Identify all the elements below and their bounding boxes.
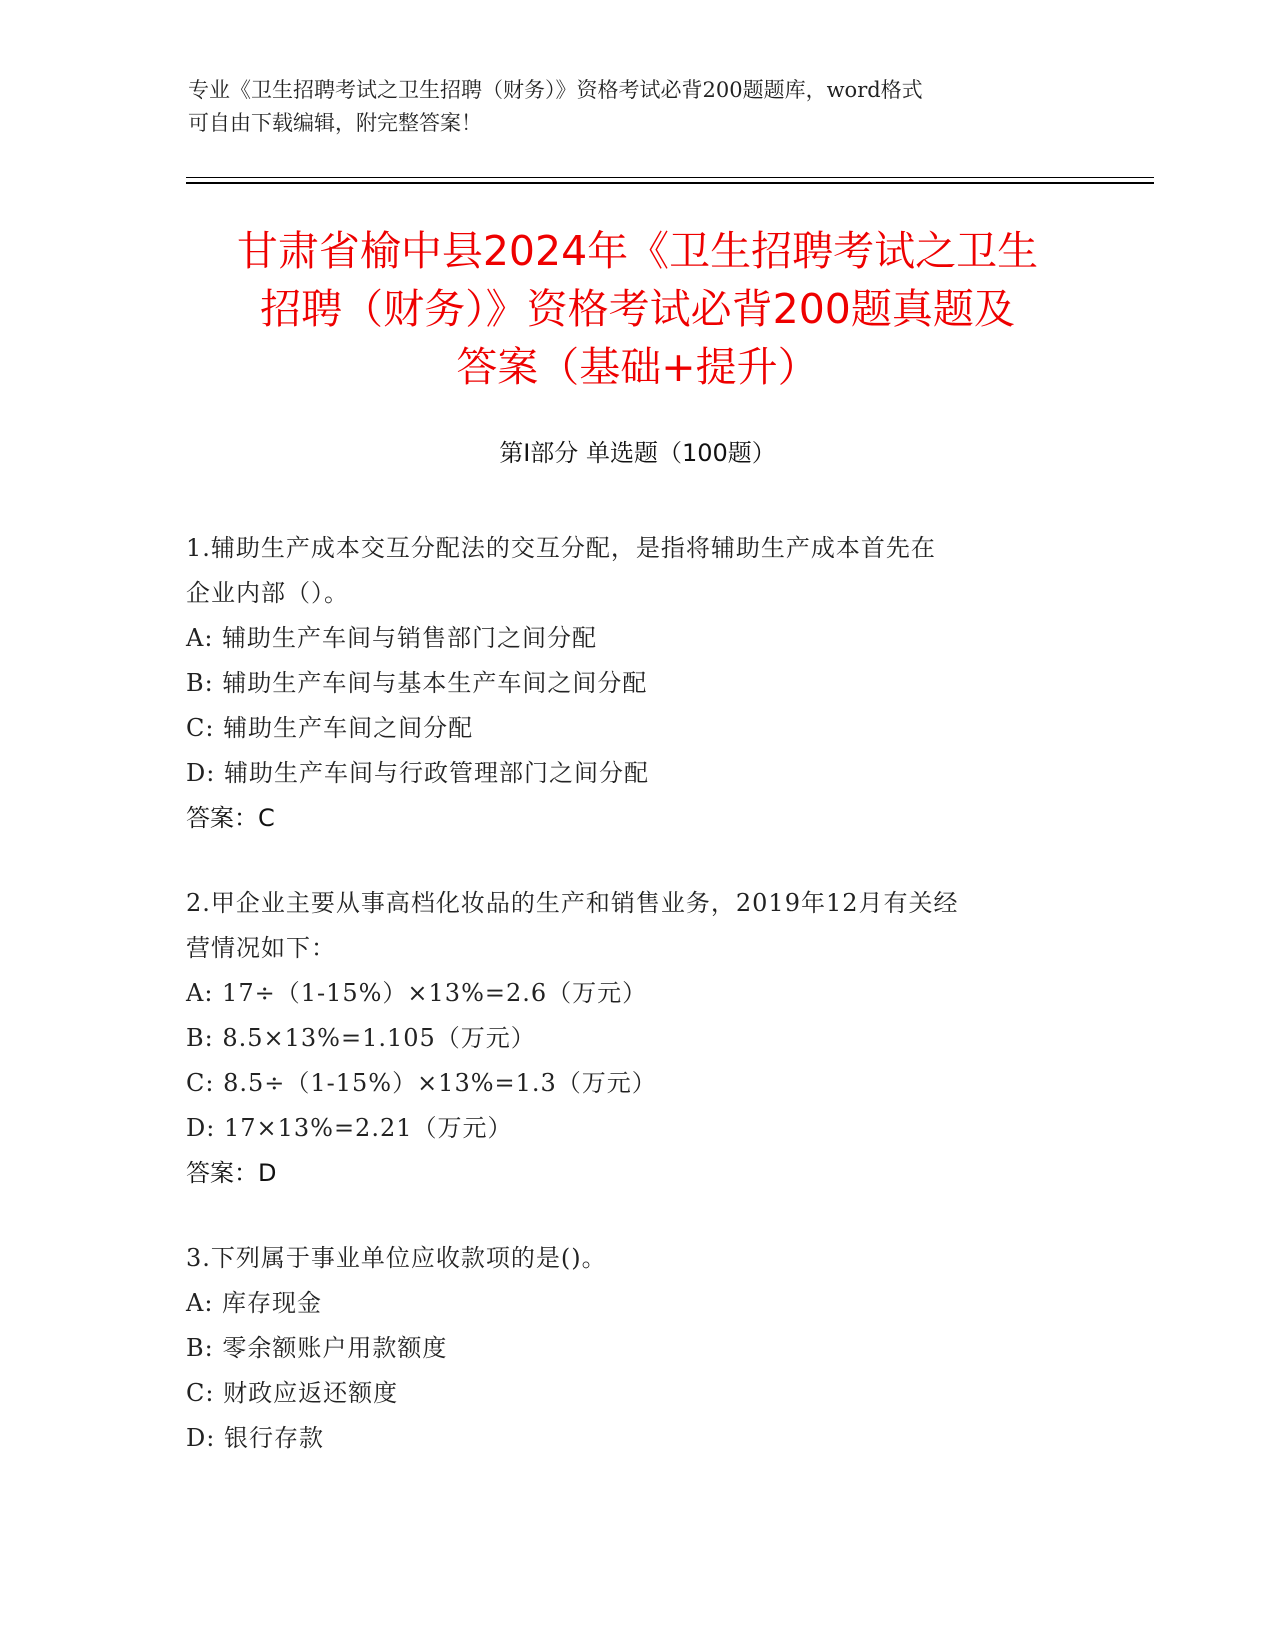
option-d: D: 辅助生产车间与行政管理部门之间分配 — [186, 759, 649, 787]
option-a: A: 17÷（1-15%）×13%=2.6（万元） — [186, 979, 648, 1007]
question-2 — [186, 881, 1086, 1196]
question-stem-continued: 企业内部（）。 — [186, 579, 349, 607]
header-note-line-2: 可自由下载编辑，附完整答案！ — [188, 111, 482, 135]
header-divider-thin — [186, 177, 1154, 178]
document-title — [150, 222, 1125, 396]
question-1 — [186, 526, 1086, 841]
option-a: A: 库存现金 — [186, 1289, 323, 1317]
answer: 答案：C — [186, 804, 275, 832]
title-line-3: 答案（基础+提升） — [456, 343, 819, 391]
title-line-2: 招聘（财务）》资格考试必背200题真题及 — [260, 285, 1015, 333]
option-b: B: 零余额账户用款额度 — [186, 1334, 448, 1362]
option-c: C: 8.5÷（1-15%）×13%=1.3（万元） — [186, 1069, 657, 1097]
option-a: A: 辅助生产车间与销售部门之间分配 — [186, 624, 598, 652]
question-stem: 2.甲企业主要从事高档化妆品的生产和销售业务，2019年12月有关经 — [186, 889, 959, 917]
question-list — [186, 526, 1086, 1501]
option-d: D: 银行存款 — [186, 1424, 324, 1452]
option-d: D: 17×13%=2.21（万元） — [186, 1114, 513, 1142]
header-note-line-1: 专业《卫生招聘考试之卫生招聘（财务）》资格考试必背200题题库，word格式 — [188, 78, 923, 102]
header-divider-thick — [186, 182, 1154, 184]
section-heading: 第I部分 单选题（100题） — [499, 439, 776, 467]
question-3 — [186, 1236, 1086, 1461]
option-c: C: 辅助生产车间之间分配 — [186, 714, 474, 742]
header-note — [188, 74, 1068, 140]
option-c: C: 财政应返还额度 — [186, 1379, 399, 1407]
question-stem-continued: 营情况如下： — [186, 934, 336, 962]
option-b: B: 8.5×13%=1.105（万元） — [186, 1024, 536, 1052]
answer: 答案：D — [186, 1159, 277, 1187]
option-b: B: 辅助生产车间与基本生产车间之间分配 — [186, 669, 648, 697]
question-stem: 3.下列属于事业单位应收款项的是()。 — [186, 1244, 607, 1272]
title-line-1: 甘肃省榆中县2024年《卫生招聘考试之卫生 — [236, 227, 1039, 275]
question-stem: 1.辅助生产成本交互分配法的交互分配，是指将辅助生产成本首先在 — [186, 534, 936, 562]
